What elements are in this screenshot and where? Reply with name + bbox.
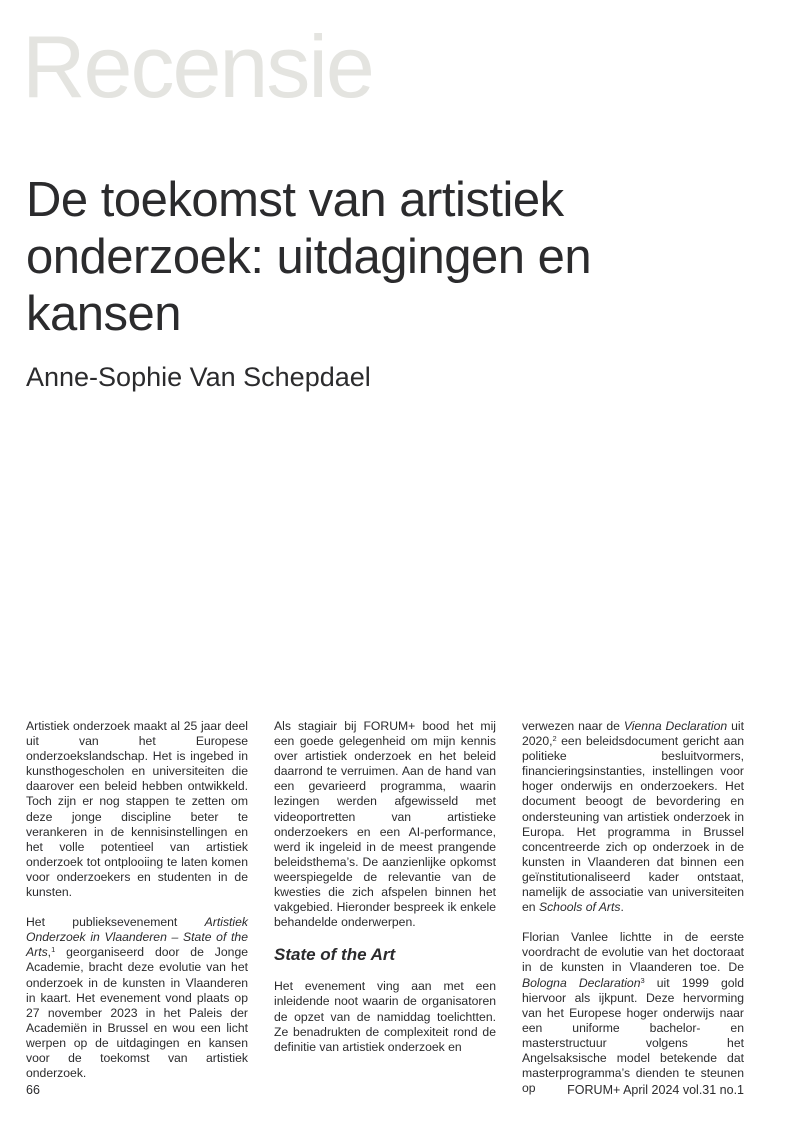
paragraph-text: verwezen naar de	[522, 719, 624, 733]
paragraph-text: uit 2020,	[522, 719, 744, 749]
footnote-marker[interactable]: 1	[51, 945, 56, 955]
text-column-3	[522, 719, 744, 1096]
paragraph-text: .	[620, 900, 624, 915]
document-title: Vienna Declaration	[623, 719, 728, 733]
footnote-marker[interactable]: 3	[640, 975, 645, 985]
paragraph: Het publieksevenement Artistiek Onderzoek in Vlaanderen – State of the Arts,$^1$ georganiseerd door de Jonge Academie, bracht deze evolutie van het onderzoek in de kunsten in Vlaanderen in kaart. Het evenement vond plaats op 27 november 2023 in het Paleis der Academiën in Brussel en wou een licht werpen op de uitdagingen en kansen voor de toekomst van artistiek onderzoek.	[26, 915, 248, 1081]
footnote-marker[interactable]: 2	[552, 734, 557, 744]
paragraph-text: Het publieksevenement	[26, 915, 205, 930]
author-name: Anne-Sophie Van Schepdael	[26, 362, 371, 392]
paragraph: Artistiek onderzoek maakt al 25 jaar deel uit van het Europese onderzoekslandschap. Het is ingebed in kunsthogescholen en universiteiten die daarover een beleid hebben ontwikkeld. Toch zijn er nog stappen te zetten om deze jonge discipline beter te verankeren in de kennisinstellingen en het volle potentieel van artistiek onderzoek tot ontplooiing te laten komen voor onderzoekers en studenten in de kunsten.	[26, 719, 248, 900]
page-number: 66	[26, 1083, 40, 1097]
document-title: Bologna Declaration	[522, 975, 641, 990]
paragraph	[522, 930, 744, 1096]
paragraph-text: een beleidsdocument gericht aan politieke besluitvormers, financieringsinstanties, instellingen voor hoger onderwijs en onderzoekers. Het document beoogt de bevordering en ondersteuning van artistiek onderzoek in Europa. Het programma in Brussel concentreerde zich op onderzoek in de kunsten in Vlaanderen dat binnen een geïnstitutionaliseerd kader ontstaat, namelijk de associatie van universiteiten en	[522, 734, 744, 915]
emphasis-text: Schools of Arts	[538, 900, 621, 915]
paragraph-text: uit 1999 gold hiervoor als ijkpunt. Deze hervorming van het Europese hoger onderwijs naar een uniforme bachelor- en masterstructuur volgens het Angelsaksische model betekende dat masterprogramma’s dienden te steunen op	[522, 975, 744, 1096]
paragraph: Als stagiair bij FORUM+ bood het mij een goede gelegenheid om mijn kennis over artistiek onderzoek en het beleid daarrond te verruimen. Aan de hand van een gevarieerd programma, waarin lezingen werden afgewisseld met videoportretten van artistieke onderzoekers en een AI-performance, werd ik ingeleid in de meest prangende beleidsthema’s. De aanzienlijke opkomst weerspiegelde de relevantie van de kwesties die zich afspelen binnen het vakgebied. Hieronder bespreek ik enkele behandelde onderwerpen.	[274, 719, 496, 930]
event-title: Artistiek Onderzoek in Vlaanderen – State of the Arts	[26, 915, 248, 960]
journal-reference: FORUM+ April 2024 vol.31 no.1	[567, 1083, 744, 1097]
page-footer	[26, 1082, 744, 1098]
text-column-2	[274, 719, 496, 1055]
text-column-1	[26, 719, 248, 1081]
paragraph-text: georganiseerd door de Jonge Academie, bracht deze evolutie van het onderzoek in de kunsten in Vlaanderen in kaart. Het evenement vond plaats op 27 november 2023 in het Paleis der Academiën in Brussel en wou een licht werpen op de uitdagingen en kansen voor de toekomst van artistiek onderzoek.	[26, 945, 248, 1081]
paragraph: Het evenement ving aan met een inleidende noot waarin de organisatoren de opzet van de namiddag toelichtten. Ze benadrukten de complexiteit rond de definitie van artistiek onderzoek en	[274, 979, 496, 1054]
article-title: De toekomst van artistiek onderzoek: uitdagingen en kansen	[26, 173, 592, 341]
paragraph	[522, 719, 744, 915]
section-label: Recensie	[22, 17, 373, 116]
paragraph-text: Florian Vanlee lichtte in de eerste voordracht de evolutie van het doctoraat in de kunsten in Vlaanderen toe. De	[522, 930, 744, 975]
section-heading: State of the Art	[274, 945, 396, 965]
